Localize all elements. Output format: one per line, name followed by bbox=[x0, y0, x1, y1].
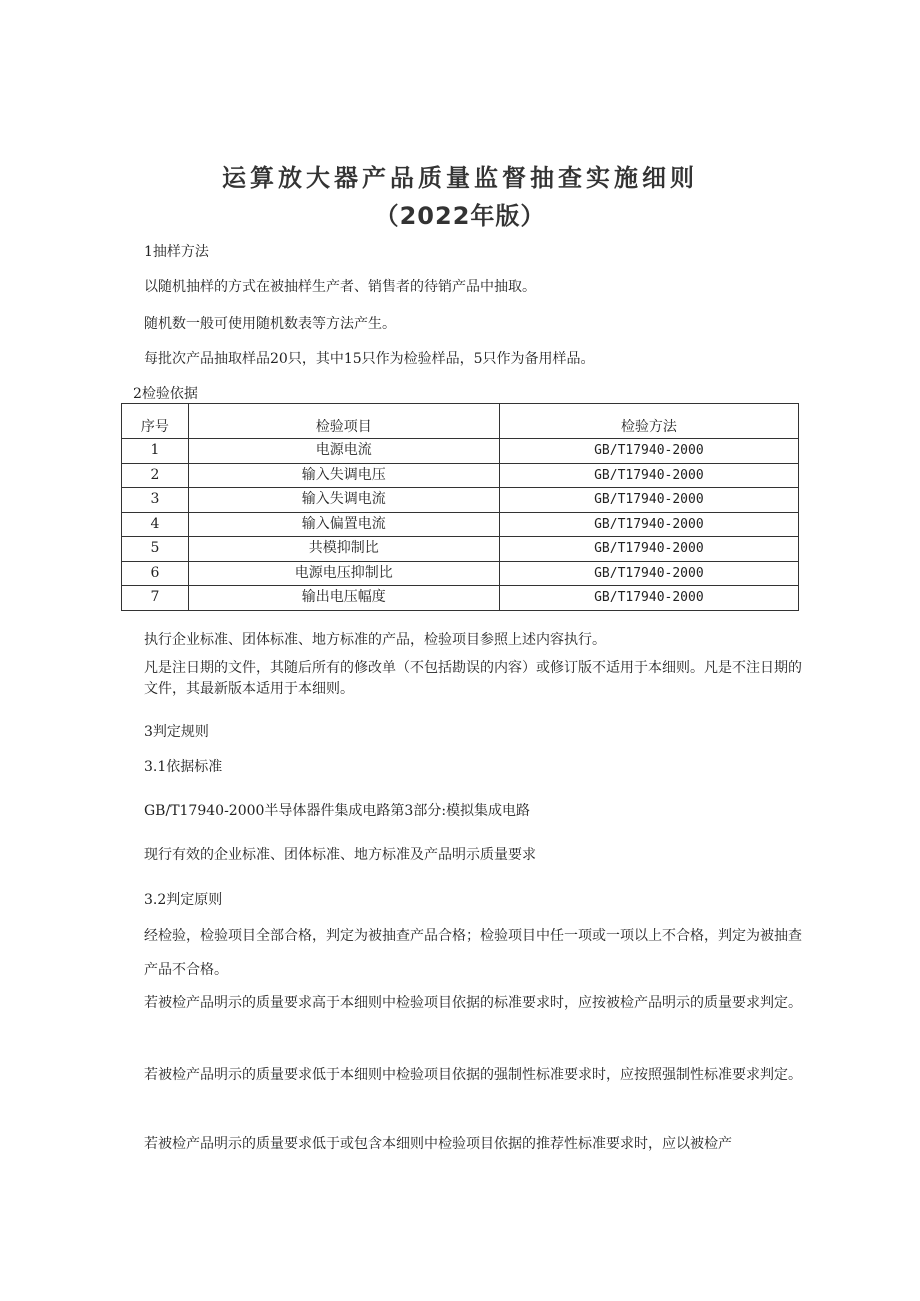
section1-heading: 1抽样方法 bbox=[144, 244, 209, 260]
row-method: GB/T17940-2000 bbox=[499, 488, 798, 513]
header-method: 检验方法 bbox=[499, 404, 798, 439]
inspection-table bbox=[121, 403, 799, 611]
row-item: 电源电流 bbox=[188, 439, 499, 464]
row-no: 3 bbox=[122, 488, 189, 513]
table-row bbox=[122, 561, 799, 586]
row-item: 共模抑制比 bbox=[188, 537, 499, 562]
section3-2-para4: 若被检产品明示的质量要求低于或包含本细则中检验项目依据的推荐性标准要求时，应以被检产 bbox=[144, 1136, 732, 1152]
section3-2-para3: 若被检产品明示的质量要求低于本细则中检验项目依据的强制性标准要求时，应按照强制性标准要求判定。 bbox=[144, 1067, 802, 1083]
section2-para1: 执行企业标准、团体标准、地方标准的产品，检验项目参照上述内容执行。 bbox=[144, 632, 606, 648]
table-row bbox=[122, 537, 799, 562]
row-no: 5 bbox=[122, 537, 189, 562]
row-item: 输入失调电压 bbox=[188, 463, 499, 488]
section1-para3: 每批次产品抽取样品20只，其中15只作为检验样品，5只作为备用样品。 bbox=[144, 351, 595, 367]
table-row bbox=[122, 512, 799, 537]
row-item: 输出电压幅度 bbox=[188, 586, 499, 611]
row-item: 输入失调电流 bbox=[188, 488, 499, 513]
row-method: GB/T17940-2000 bbox=[499, 561, 798, 586]
section3-1-para2: 现行有效的企业标准、团体标准、地方标准及产品明示质量要求 bbox=[144, 847, 536, 863]
section1-para1: 以随机抽样的方式在被抽样生产者、销售者的待销产品中抽取。 bbox=[144, 279, 536, 295]
header-no: 序号 bbox=[122, 404, 189, 439]
table-row bbox=[122, 586, 799, 611]
row-method: GB/T17940-2000 bbox=[499, 512, 798, 537]
section2-heading: 2检验依据 bbox=[133, 386, 198, 402]
section2-para2: 凡是注日期的文件，其随后所有的修改单（不包括勘误的内容）或修订版不适用于本细则。凡是不注日期的文件，其最新版本适用于本细则。 bbox=[144, 660, 802, 697]
row-no: 7 bbox=[122, 586, 189, 611]
row-no: 4 bbox=[122, 512, 189, 537]
row-item: 电源电压抑制比 bbox=[188, 561, 499, 586]
row-method: GB/T17940-2000 bbox=[499, 439, 798, 464]
table-row bbox=[122, 463, 799, 488]
document-version: （2022年版） bbox=[374, 202, 546, 230]
row-no: 2 bbox=[122, 463, 189, 488]
row-no: 1 bbox=[122, 439, 189, 464]
table-header-row bbox=[122, 404, 799, 439]
table-row bbox=[122, 488, 799, 513]
section1-para2: 随机数一般可使用随机数表等方法产生。 bbox=[144, 316, 396, 332]
section3-heading: 3判定规则 bbox=[144, 724, 209, 740]
row-method: GB/T17940-2000 bbox=[499, 463, 798, 488]
table-row bbox=[122, 439, 799, 464]
section3-1-para1: GB/T17940-2000半导体器件集成电路第3部分:模拟集成电路 bbox=[144, 803, 531, 819]
section3-2-para2: 若被检产品明示的质量要求高于本细则中检验项目依据的标准要求时，应按被检产品明示的质量要求判定。 bbox=[144, 995, 802, 1011]
row-method: GB/T17940-2000 bbox=[499, 537, 798, 562]
row-method: GB/T17940-2000 bbox=[499, 586, 798, 611]
document-title: 运算放大器产品质量监督抽查实施细则 bbox=[222, 164, 698, 192]
row-item: 输入偏置电流 bbox=[188, 512, 499, 537]
section3-2-heading: 3.2判定原则 bbox=[144, 892, 223, 908]
header-item: 检验项目 bbox=[188, 404, 499, 439]
row-no: 6 bbox=[122, 561, 189, 586]
section3-1-heading: 3.1依据标准 bbox=[144, 759, 223, 775]
section3-2-para1: 经检验，检验项目全部合格，判定为被抽查产品合格；检验项目中任一项或一项以上不合格，判定为被抽查产品不合格。 bbox=[144, 928, 802, 978]
